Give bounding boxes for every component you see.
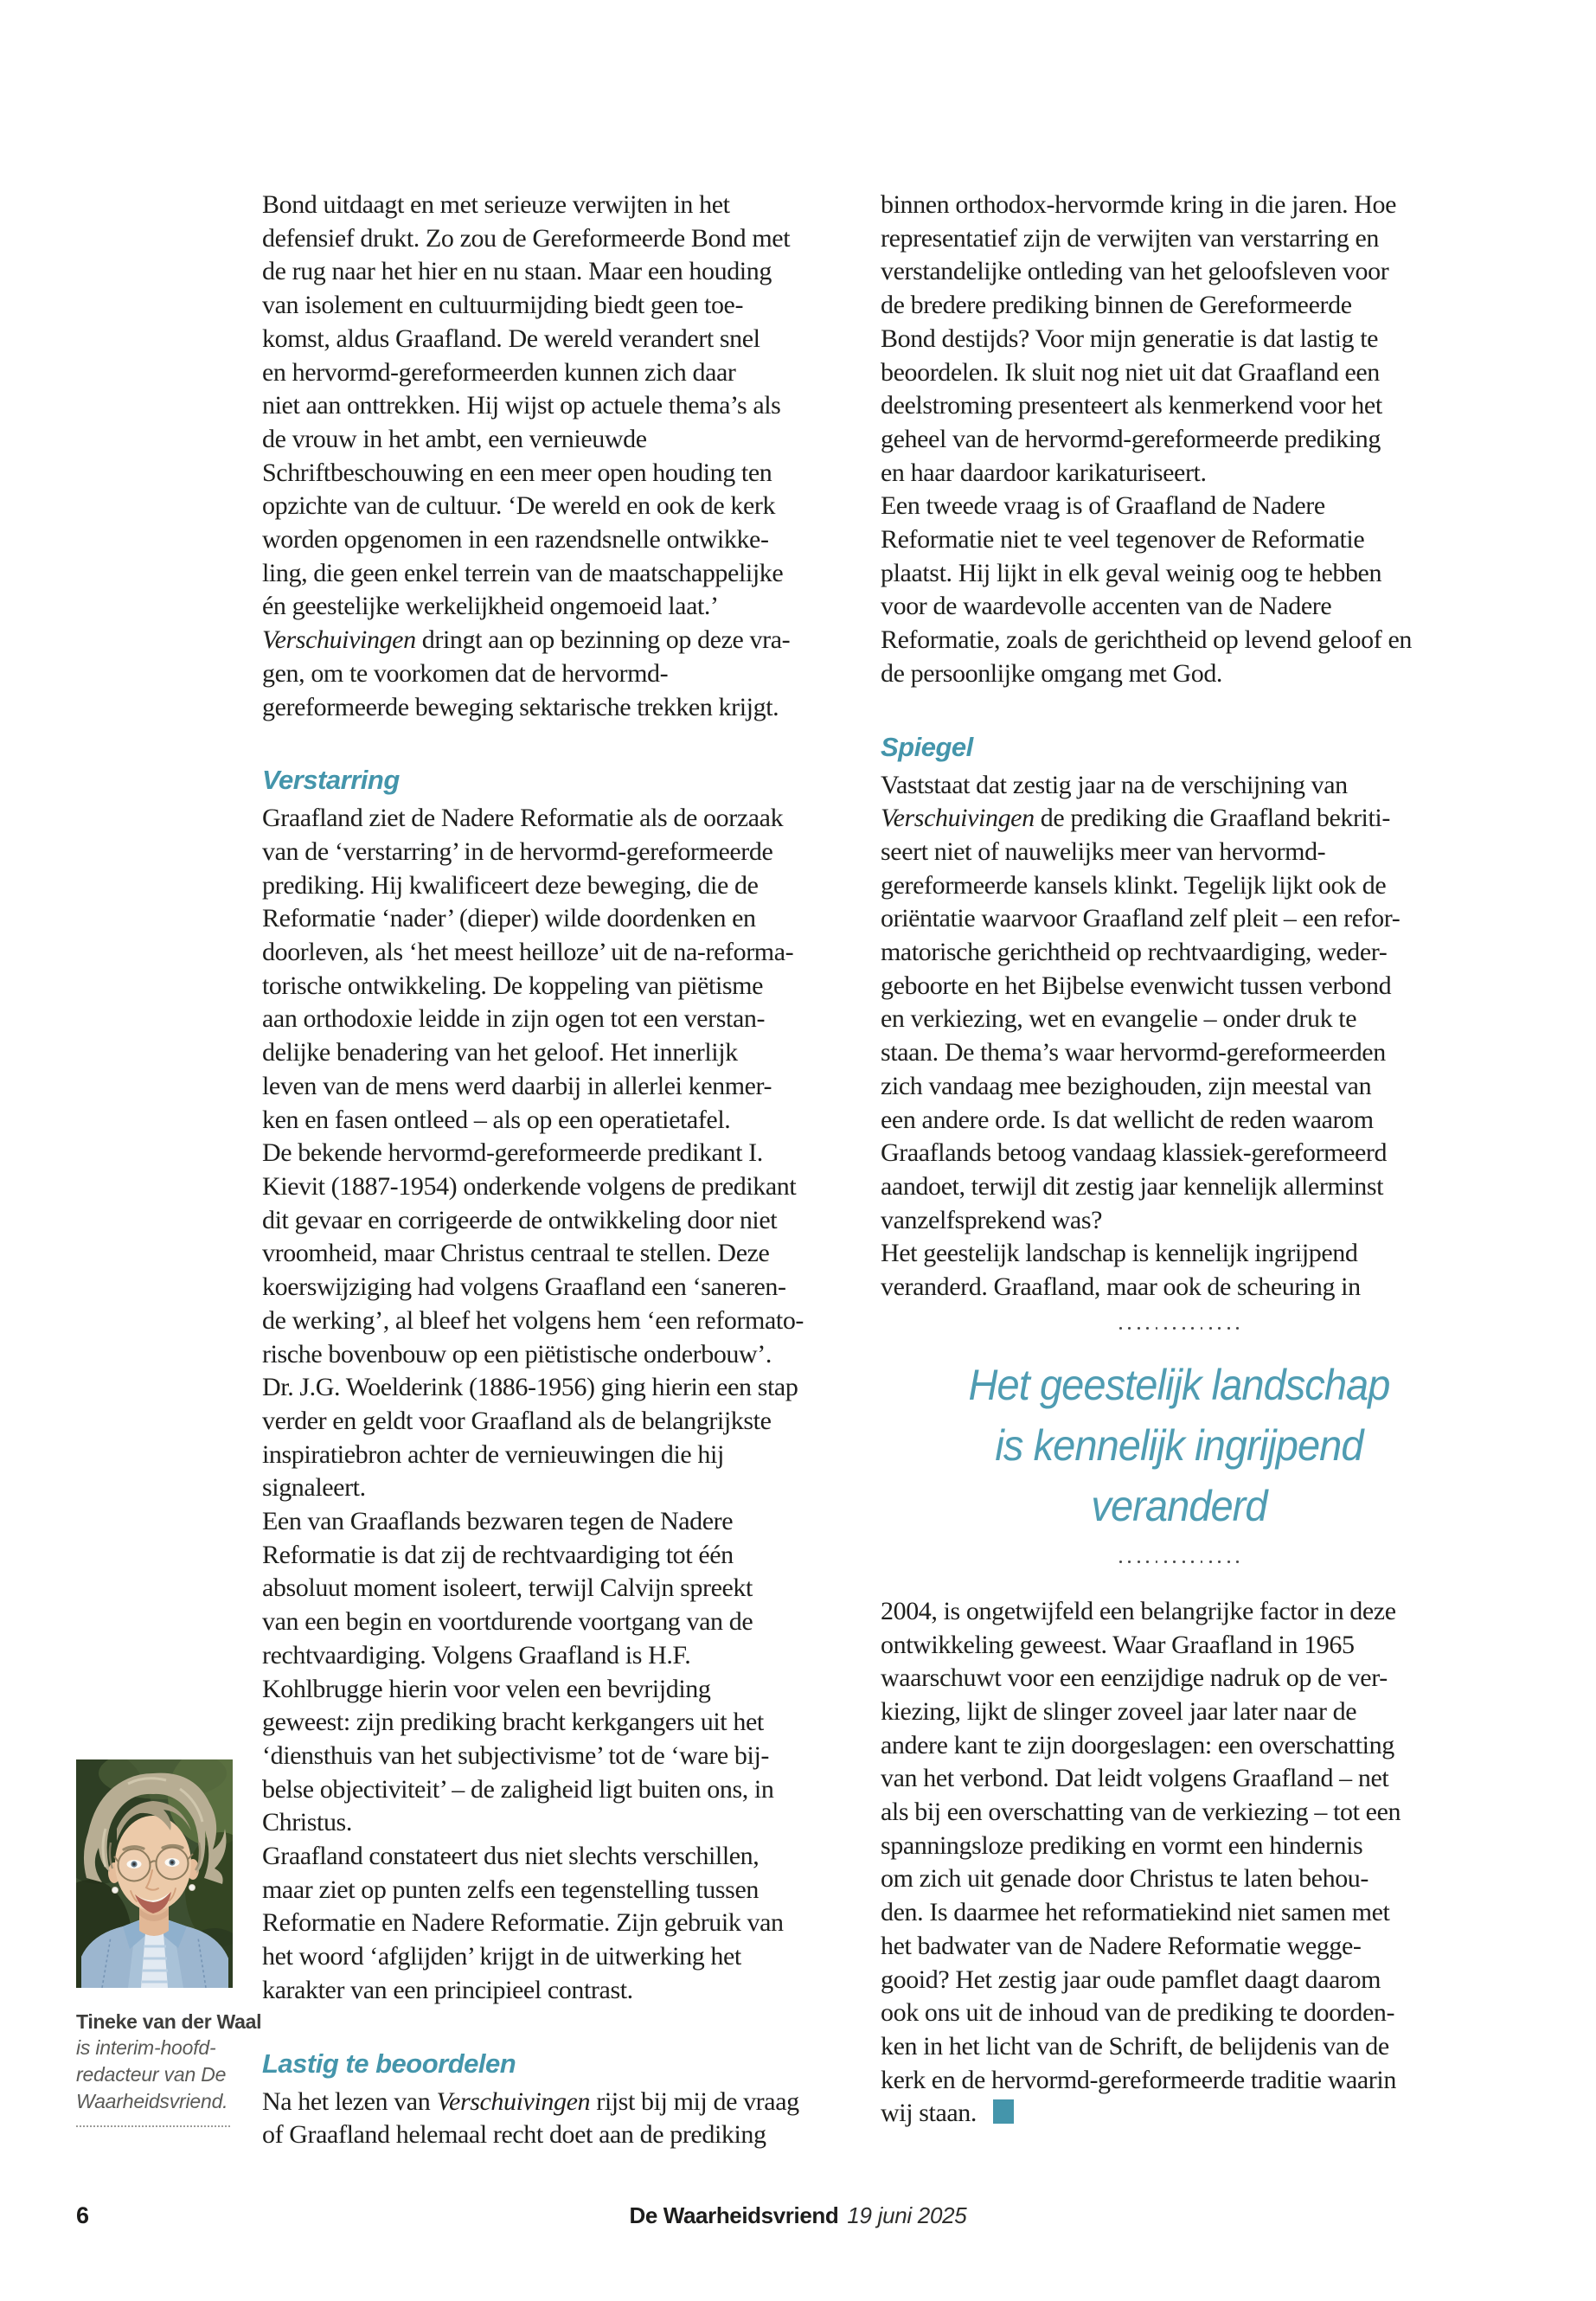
text-line: matorische gerichtheid op rechtvaardiging, weder- xyxy=(881,938,1388,967)
text-line: leven van de mens werd daarbij in allerlei kenmer- xyxy=(262,1071,772,1100)
text-line: ken en fasen ontleed – als op een operatietafel. xyxy=(262,1105,731,1134)
text-line: 2004, is ongetwijfeld een belangrijke factor in deze xyxy=(881,1596,1396,1625)
text-line: en haar daardoor karikaturiseert. xyxy=(881,458,1207,487)
section-heading: Spiegel xyxy=(881,731,973,762)
author-role-line: redacteur van De xyxy=(76,2063,227,2086)
text-line: vroomheid, maar Christus centraal te stellen. Deze xyxy=(262,1239,770,1268)
text-line: voor de waardevolle accenten van de Nadere xyxy=(881,592,1332,621)
text-line: rechtvaardiging. Volgens Graafland is H.F. xyxy=(262,1640,691,1670)
text-line: ling, die geen enkel terrein van de maatschappelijke xyxy=(262,558,784,587)
footer-title: De Waarheidsvriend xyxy=(629,2202,839,2228)
text-line: maar ziet op punten zelfs een tegenstelling tussen xyxy=(262,1875,759,1904)
text-line: binnen orthodox-hervormde kring in die jaren. Hoe xyxy=(881,190,1397,219)
text-line: belse objectiviteit’ – de zaligheid ligt buiten ons, in xyxy=(262,1774,774,1804)
text-line: om zich uit genade door Christus te laten behou- xyxy=(881,1864,1368,1894)
text-line: Reformatie ‘nader’ (dieper) wilde doordenken en xyxy=(262,904,756,933)
footer-center xyxy=(0,2202,1596,2228)
text-line: gereformeerde kansels klinkt. Tegelijk lijkt ook de xyxy=(881,870,1387,900)
text-line: wij staan. xyxy=(881,2097,1477,2131)
text-line: de vrouw in het ambt, een vernieuwde xyxy=(262,424,647,453)
text-line: vanzelfsprekend was? xyxy=(881,1205,1103,1234)
text-line: gereformeerde beweging sektarische trekken krijgt. xyxy=(262,692,779,721)
text-line: Graafland ziet de Nadere Reformatie als de oorzaak xyxy=(262,804,784,833)
text-line: Bond destijds? Voor mijn generatie is dat lastig te xyxy=(881,324,1379,353)
section-heading: Verstarring xyxy=(262,765,400,796)
text-line: representatief zijn de verwijten van verstarring en xyxy=(881,223,1379,253)
text-line: signaleert. xyxy=(262,1473,366,1503)
text-line: koerswijziging had volgens Graafland een ‘saneren- xyxy=(262,1272,786,1302)
body-paragraph xyxy=(881,1595,1477,2131)
text-line: de persoonlijke omgang met God. xyxy=(881,658,1223,688)
author-role xyxy=(76,2035,236,2115)
page-footer xyxy=(0,2202,1596,2228)
text-line: ontwikkeling geweest. Waar Graafland in 1965 xyxy=(881,1630,1355,1659)
text-line: de werking’, al bleef het volgens hem ‘een reformato- xyxy=(262,1305,804,1335)
text-line: defensief drukt. Zo zou de Gereformeerde Bond met xyxy=(262,223,791,253)
text-line: geheel van de hervormd-gereformeerde prediking xyxy=(881,424,1381,453)
text-line: kerk en de hervormd-gereformeerde traditie waarin xyxy=(881,2065,1396,2094)
text-line: van isolement en cultuurmijding biedt geen toe- xyxy=(262,291,744,320)
text-line: het badwater van de Nadere Reformatie wegge- xyxy=(881,1931,1362,1960)
text-line: als bij een overschatting van de verkiezing – tot een xyxy=(881,1798,1401,1827)
text-line: geboorte en het Bijbelse evenwicht tussen verbond xyxy=(881,971,1392,1000)
text-line: Het geestelijk landschap is kennelijk ingrijpend xyxy=(881,1239,1358,1268)
text-line: Vaststaat dat zestig jaar na de verschijning van xyxy=(881,770,1348,799)
text-line: ‘diensthuis van het subjectivisme’ tot de ‘ware bij- xyxy=(262,1740,769,1770)
text-line: worden opgenomen in een razendsnelle ontwikke- xyxy=(262,525,769,554)
text-line: andere kant te zijn doorgeslagen: een overschatting xyxy=(881,1730,1394,1759)
text-line: prediking. Hij kwalificeert deze beweging, die de xyxy=(262,870,759,900)
text-line: komst, aldus Graafland. De wereld verandert snel xyxy=(262,324,760,353)
text-line: deelstroming presenteert als kenmerkend voor het xyxy=(881,391,1382,420)
text-line: en hervormd-gereformeerden kunnen zich daar xyxy=(262,357,736,387)
author-role-line: is interim-hoofd- xyxy=(76,2036,216,2059)
article-end-marker xyxy=(993,2099,1014,2124)
text-line: oriëntatie waarvoor Graafland zelf pleit – een refor- xyxy=(881,904,1401,933)
text-line: Reformatie, zoals de gerichtheid op levend geloof en xyxy=(881,625,1412,655)
text-line: Christus. xyxy=(262,1808,352,1837)
text-line: niet aan onttrekken. Hij wijst op actuele thema’s als xyxy=(262,391,781,420)
text-line: én geestelijke werkelijkheid ongemoeid laat.’ xyxy=(262,592,719,621)
author-box xyxy=(76,1759,262,2127)
text-line: Verschuivingen dringt aan op bezinning op deze vra- xyxy=(262,625,791,655)
text-line: Graafland constateert dus niet slechts verschillen, xyxy=(262,1842,760,1871)
text-line: Reformatie en Nadere Reformatie. Zijn gebruik van xyxy=(262,1908,784,1938)
text-line: kiezing, lijkt de slinger zoveel jaar later naar de xyxy=(881,1696,1357,1726)
quote-divider-dots xyxy=(881,1561,1477,1564)
text-line: Reformatie is dat zij de rechtvaardiging tot één xyxy=(262,1540,734,1569)
body-paragraph xyxy=(262,2086,859,2152)
text-line: van een begin en voortdurende voortgang van de xyxy=(262,1607,753,1637)
text-line: geweest: zijn prediking bracht kerkgangers uit het xyxy=(262,1708,764,1737)
text-line: en verkiezing, wet en evangelie – onder druk te xyxy=(881,1004,1357,1034)
footer-date: 19 juni 2025 xyxy=(847,2202,967,2228)
text-line: seert niet of nauwelijks meer van hervormd- xyxy=(881,836,1326,866)
text-line: zich vandaag mee bezighouden, zijn meestal van xyxy=(881,1071,1372,1100)
text-line: De bekende hervormd-gereformeerde predikant I. xyxy=(262,1138,763,1168)
text-line: aan orthodoxie leidde in zijn ogen tot een verstan- xyxy=(262,1004,766,1034)
text-line: verstandelijke ontleding van het geloofsleven voor xyxy=(881,257,1389,286)
pull-quote-line: is kennelijk ingrijpend xyxy=(995,1420,1363,1470)
pull-quote-line: Het geestelijk landschap xyxy=(968,1360,1390,1409)
text-line: veranderd. Graafland, maar ook de scheuring in xyxy=(881,1272,1361,1302)
body-paragraph xyxy=(881,769,1477,1304)
text-line: Graaflands betoog vandaag klassiek-gereformeerd xyxy=(881,1138,1388,1168)
text-line: ken in het licht van de Schrift, de belijdenis van de xyxy=(881,2031,1389,2061)
text-line: ook ons uit de inhoud van de prediking te doorden- xyxy=(881,1998,1395,2028)
text-line: het woord ‘afglijden’ krijgt in de uitwerking het xyxy=(262,1942,741,1971)
text-line: de rug naar het hier en nu staan. Maar een houding xyxy=(262,257,772,286)
text-line: beoordelen. Ik sluit nog niet uit dat Graafland een xyxy=(881,357,1380,387)
author-role-line: Waarheidsvriend. xyxy=(76,2090,228,2112)
text-line: van de ‘verstarring’ in de hervormd-gereformeerde xyxy=(262,836,773,866)
text-line: aandoet, terwijl dit zestig jaar kennelijk allerminst xyxy=(881,1171,1384,1201)
text-line: doorleven, als ‘het meest heilloze’ uit de na-reforma- xyxy=(262,938,794,967)
text-line: een andere orde. Is dat wellicht de reden waarom xyxy=(881,1105,1374,1134)
text-line: dit gevaar en corrigeerde de ontwikkeling door niet xyxy=(262,1205,778,1234)
text-line: Een van Graaflands bezwaren tegen de Nadere xyxy=(262,1507,734,1536)
page-number: 6 xyxy=(76,2202,90,2228)
text-line: gooid? Het zestig jaar oude pamflet daagt daarom xyxy=(881,1965,1381,1994)
text-line: Reformatie niet te veel tegenover de Reformatie xyxy=(881,525,1365,554)
caption-divider xyxy=(76,2125,230,2127)
text-line: torische ontwikkeling. De koppeling van piëtisme xyxy=(262,971,764,1000)
text-line: delijke benadering van het geloof. Het innerlijk xyxy=(262,1038,738,1067)
text-line: spanningsloze prediking en vormt een hindernis xyxy=(881,1830,1363,1860)
text-line: gen, om te voorkomen dat de hervormd- xyxy=(262,658,669,688)
text-line: verder en geldt voor Graafland als de belangrijkste xyxy=(262,1406,772,1435)
text-line: absoluut moment isoleert, terwijl Calvijn spreekt xyxy=(262,1574,753,1603)
right-column xyxy=(881,189,1477,2131)
text-line: of Graafland helemaal recht doet aan de prediking xyxy=(262,2120,766,2150)
body-paragraph xyxy=(262,189,859,724)
text-line: Bond uitdaagt en met serieuze verwijten in het xyxy=(262,190,730,219)
pull-quote-line: veranderd xyxy=(1091,1481,1267,1530)
text-line: Verschuivingen de prediking die Graafland bekriti- xyxy=(881,804,1390,833)
section-heading: Lastig te beoordelen xyxy=(262,2048,516,2079)
body-paragraph xyxy=(262,802,859,2007)
text-line: waarschuwt voor een eenzijdige nadruk op de ver- xyxy=(881,1663,1388,1693)
text-line: Schriftbeschouwing en een meer open houding ten xyxy=(262,458,772,487)
text-line: inspiratiebron achter de vernieuwingen die hij xyxy=(262,1439,724,1469)
quote-divider-dots xyxy=(881,1327,1477,1330)
text-line: plaatst. Hij lijkt in elk geval weinig oog te hebben xyxy=(881,558,1382,587)
text-line: Kohlbrugge hierin voor velen een bevrijding xyxy=(262,1674,711,1703)
text-line: Dr. J.G. Woelderink (1886-1956) ging hierin een stap xyxy=(262,1373,798,1402)
author-name: Tineke van der Waal xyxy=(76,2010,262,2033)
text-line: rische bovenbouw op een piëtistische onderbouw’. xyxy=(262,1339,772,1368)
text-line: den. Is daarmee het reformatiekind niet samen met xyxy=(881,1898,1390,1927)
text-line: Kievit (1887-1954) onderkende volgens de predikant xyxy=(262,1171,797,1201)
text-line: karakter van een principieel contrast. xyxy=(262,1975,633,2004)
text-line: van het verbond. Dat leidt volgens Graafland – net xyxy=(881,1764,1389,1793)
text-line: de bredere prediking binnen de Gereformeerde xyxy=(881,291,1352,320)
text-line: Na het lezen van Verschuivingen rijst bij mij de vraag xyxy=(262,2086,799,2116)
pull-quote xyxy=(881,1327,1477,1564)
text-line: opzichte van de cultuur. ‘De wereld en ook de kerk xyxy=(262,491,776,521)
text-line: Een tweede vraag is of Graafland de Nadere xyxy=(881,491,1325,521)
text-line: staan. De thema’s waar hervormd-gereformeerden xyxy=(881,1038,1386,1067)
body-paragraph xyxy=(881,189,1477,691)
author-photo xyxy=(76,1759,233,1988)
left-column xyxy=(262,189,859,2152)
